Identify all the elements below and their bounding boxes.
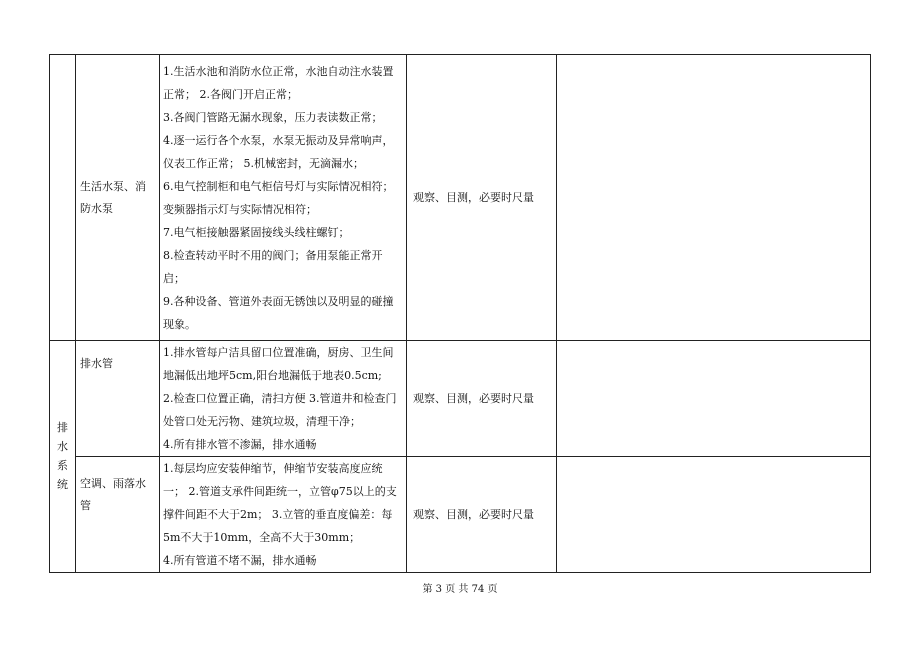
content-line: 7.电气柜接触器紧固接线头线柱螺钉； xyxy=(163,225,350,239)
result-cell xyxy=(557,341,871,457)
content-line: 1.每层均应安装伸缩节，伸缩节安装高度应统一； 2.管道支承件间距统一，立管φ75以上的支撑件间距不大于2m； 3.立管的垂直度偏差：每5m不大于10mm，全高不大于30mm； xyxy=(163,462,397,544)
method-cell: 观察、目测，必要时尺量 xyxy=(407,341,557,457)
content-line: 3.各阀门管路无漏水现象，压力表读数正常； xyxy=(163,110,383,124)
table-row xyxy=(50,457,871,573)
page-footer: 第 3 页 共 74 页 xyxy=(422,584,498,595)
content-cell xyxy=(160,55,407,341)
content-cell xyxy=(160,341,407,457)
content-line: 4.所有排水管不渗漏，排水通畅 xyxy=(163,438,317,451)
system-group-cell xyxy=(50,341,76,573)
system-group-label: 排水系统 xyxy=(57,420,68,491)
item-label: 空调、雨落水管 xyxy=(80,477,146,512)
content-line: 1.排水管每户洁具留口位置准确，厨房、卫生间地漏低出地坪5cm,阳台地漏低于地表0.5cm; xyxy=(163,346,394,382)
system-cell xyxy=(50,55,76,341)
content-line: 8.检查转动平时不用的阀门；备用泵能正常开启； xyxy=(163,248,383,285)
item-cell xyxy=(76,457,160,573)
content-line: 4.逐一运行各个水泵，水泵无振动及异常响声，仪表工作正常； 5.机械密封，无滴漏水； xyxy=(163,133,394,170)
content-cell xyxy=(160,457,407,573)
result-cell xyxy=(557,55,871,341)
inspection-table xyxy=(49,54,871,573)
item-label: 排水管 xyxy=(80,357,113,370)
content-line: 9.各种设备、管道外表面无锈蚀以及明显的碰撞现象。 xyxy=(163,294,394,331)
content-line: 4.所有管道不堵不漏，排水通畅 xyxy=(163,554,317,567)
content-line: 1.生活水池和消防水位正常，水池自动注水装置正常； 2.各阀门开启正常； xyxy=(163,64,394,101)
content-line: 2.检查口位置正确，清扫方便 3.管道井和检查门处管口处无污物、建筑垃圾，清理干净； xyxy=(163,392,397,428)
item-cell xyxy=(76,55,160,341)
table-row xyxy=(50,341,871,457)
table-row xyxy=(50,55,871,341)
item-cell xyxy=(76,341,160,457)
method-cell: 观察、目测，必要时尺量 xyxy=(407,55,557,341)
content-line: 6.电气控制柜和电气柜信号灯与实际情况相符；变频器指示灯与实际情况相符； xyxy=(163,179,394,216)
item-label: 生活水泵、消防水泵 xyxy=(80,179,146,215)
method-cell: 观察、目测，必要时尺量 xyxy=(407,457,557,573)
result-cell xyxy=(557,457,871,573)
